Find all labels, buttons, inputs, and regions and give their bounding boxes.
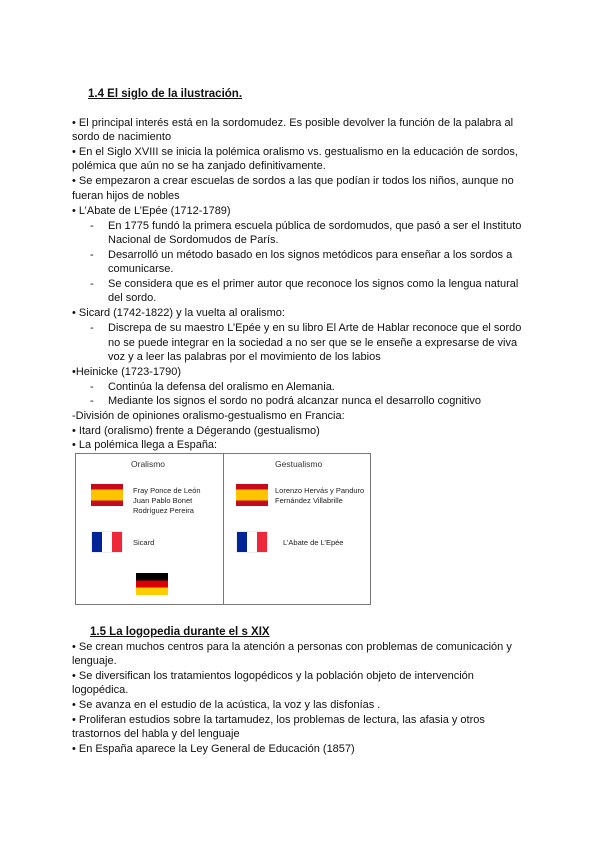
text-line: fueran hijos de nobles xyxy=(72,190,180,202)
france-flag-icon xyxy=(236,531,268,553)
spain-flag-icon xyxy=(91,484,123,506)
name-line: Lorenzo Hervás y Panduro xyxy=(275,486,365,495)
text-line: • El principal interés está en la sordomudez. Es posible devolver la función de la palabra al xyxy=(72,117,514,129)
list-dash: - xyxy=(90,220,94,232)
list-dash: - xyxy=(90,278,94,290)
text-line: logopédica. xyxy=(72,684,129,696)
text-line: • Sicard (1742-1822) y la vuelta al oralismo: xyxy=(72,307,285,319)
oralismo-header: Oralismo xyxy=(131,459,166,469)
list-dash: - xyxy=(90,395,94,407)
text-line: En 1775 fundó la primera escuela pública de sordomudos, que pasó a ser el Instituto xyxy=(108,220,522,232)
text-line: •Heinicke (1723-1790) xyxy=(72,366,182,378)
text-line: • Se avanza en el estudio de la acústica, la voz y las disfonías . xyxy=(72,699,381,711)
france-flag-icon xyxy=(91,531,123,553)
spain-flag-icon xyxy=(236,484,268,506)
text-line: no se puede integrar en la sociedad a no ser que se le enseñe a expresarse de viva xyxy=(108,337,518,349)
name-line: Rodríguez Pereira xyxy=(133,506,194,515)
text-line: • Se empezaron a crear escuelas de sordos a las que podían ir todos los niños, aunque no xyxy=(72,175,514,187)
text-line: -División de opiniones oralismo-gestualismo en Francia: xyxy=(72,410,345,422)
text-line: Se considera que es el primer autor que reconoce los signos como la lengua natural xyxy=(108,278,519,290)
text-line: voz y a leer las palabras por el movimiento de los labios xyxy=(108,351,381,363)
section-title: 1.5 La logopedia durante el s XIX xyxy=(90,626,270,638)
oral-spain-names xyxy=(133,486,201,516)
oralism-gestualism-table xyxy=(75,453,371,605)
list-dash: - xyxy=(90,249,94,261)
table-divider xyxy=(223,454,224,604)
text-line: Mediante los signos el sordo no podrá alcanzar nunca el desarrollo cognitivo xyxy=(108,395,482,407)
text-line: • En el Siglo XVIII se inicia la polémica oralismo vs. gestualismo en la educación de sordos, xyxy=(72,146,518,158)
text-line: sordo de nacimiento xyxy=(72,131,172,143)
list-dash: - xyxy=(90,322,94,334)
text-line: Discrepa de su maestro L’Epée y en su libro El Arte de Hablar reconoce que el sordo xyxy=(108,322,522,334)
text-line: • L’Abate de L’Epée (1712-1789) xyxy=(72,205,231,217)
text-line: polémica que aún no se ha zanjado definitivamente. xyxy=(72,160,326,172)
text-line: Desarrolló un método basado en los signos metódicos para enseñar a los sordos a xyxy=(108,249,513,261)
text-line: comunicarse. xyxy=(108,263,174,275)
text-line: • En España aparece la Ley General de Educación (1857) xyxy=(72,743,355,755)
gest-france-name: L’Abate de L’Epée xyxy=(283,538,344,547)
text-line: • Itard (oralismo) frente a Dégerando (gestualismo) xyxy=(72,425,320,437)
text-line: • Se diversifican los tratamientos logopédicos y la población objeto de intervención xyxy=(72,670,474,682)
germany-flag-icon xyxy=(136,573,168,595)
oral-france-name: Sicard xyxy=(133,538,155,547)
gestualismo-header: Gestualismo xyxy=(275,459,323,469)
text-line: • Se crean muchos centros para la atención a personas con problemas de comunicación y xyxy=(72,641,512,653)
text-line: • Proliferan estudios sobre la tartamudez, los problemas de lectura, las afasia y otros xyxy=(72,714,485,726)
text-line: Nacional de Sordomudos de París. xyxy=(108,234,279,246)
name-line: Fray Ponce de León xyxy=(133,486,201,495)
name-line: Juan Pablo Bonet xyxy=(133,496,193,505)
text-line: • La polémica llega a España: xyxy=(72,439,218,451)
gest-spain-names xyxy=(275,486,364,506)
section-title: 1.4 El siglo de la ilustración. xyxy=(88,88,243,100)
text-line: Continúa la defensa del oralismo en Alemania. xyxy=(108,381,335,393)
text-line: lenguaje. xyxy=(72,655,117,667)
text-line: del sordo. xyxy=(108,292,157,304)
list-dash: - xyxy=(90,381,94,393)
name-line: Fernández Villabrille xyxy=(275,496,343,505)
text-line: trastornos del habla y del lenguaje xyxy=(72,728,240,740)
